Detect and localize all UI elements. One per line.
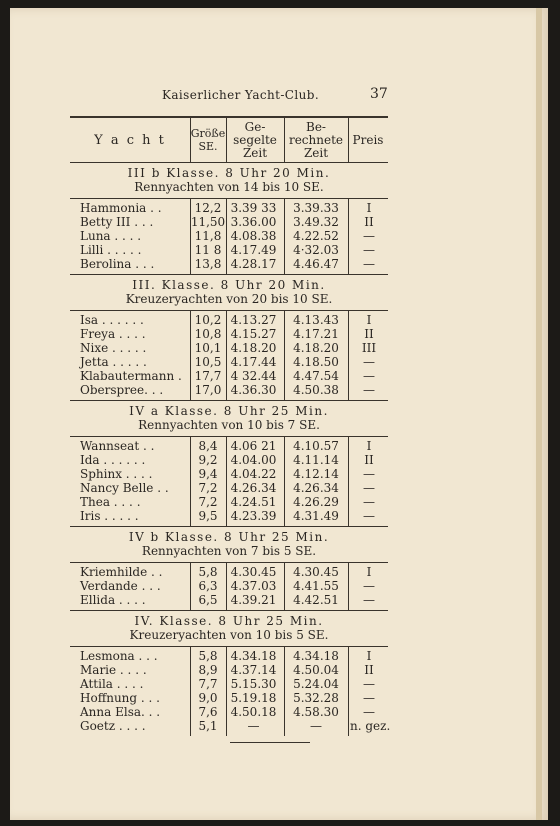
yacht-size: 9,0 bbox=[198, 691, 218, 705]
table-row bbox=[70, 215, 388, 229]
yacht-size: 5,8 bbox=[198, 565, 218, 579]
table-row bbox=[70, 481, 388, 495]
prize: III bbox=[361, 341, 377, 355]
yacht-name: Iris . . . . . bbox=[80, 509, 139, 523]
section-rows bbox=[70, 311, 388, 400]
yacht-name: Oberspree. . . bbox=[80, 383, 164, 397]
sailed-time: 4.17.49 bbox=[230, 243, 277, 257]
sailed-time: 4.37.03 bbox=[230, 579, 277, 593]
prize: n. gez. bbox=[350, 719, 391, 733]
page-number: 37 bbox=[370, 86, 388, 102]
yacht-size: 8,4 bbox=[198, 439, 218, 453]
yacht-name: Kriemhilde . . bbox=[80, 565, 163, 579]
prize: I bbox=[366, 313, 372, 327]
table-row bbox=[70, 649, 388, 663]
prize: I bbox=[366, 201, 372, 215]
sailed-time: — bbox=[247, 719, 260, 733]
prize: — bbox=[363, 257, 375, 271]
section-title bbox=[70, 611, 388, 646]
computed-time: 4.34.18 bbox=[293, 649, 339, 663]
table-row bbox=[70, 383, 388, 397]
sailed-time: 4.39.21 bbox=[230, 593, 277, 607]
computed-time: 4.31.49 bbox=[293, 509, 339, 523]
table-row bbox=[70, 201, 388, 215]
prize: — bbox=[363, 705, 375, 719]
table-row bbox=[70, 565, 388, 579]
sailed-time: 4.13.27 bbox=[230, 313, 277, 327]
running-header bbox=[10, 88, 548, 108]
yacht-size: 9,5 bbox=[198, 509, 218, 523]
column-header-computed-time: Be- rechnete Zeit bbox=[288, 119, 344, 160]
column-header-row bbox=[70, 118, 388, 162]
prize: — bbox=[363, 229, 375, 243]
computed-time: 5.24.04 bbox=[293, 677, 339, 691]
section-title bbox=[70, 275, 388, 310]
section-title-range: Rennyachten von 10 bis 7 SE. bbox=[138, 418, 320, 432]
computed-time: 4.11.14 bbox=[293, 453, 339, 467]
yacht-size: 6,3 bbox=[198, 579, 218, 593]
sailed-time: 4 32.44 bbox=[230, 369, 277, 383]
yacht-name: Ida . . . . . . bbox=[80, 453, 146, 467]
yacht-name: Verdande . . . bbox=[80, 579, 161, 593]
prize: — bbox=[363, 369, 375, 383]
sailed-time: 4.24.51 bbox=[230, 495, 277, 509]
computed-time: 4.10.57 bbox=[293, 439, 339, 453]
yacht-size: 7,7 bbox=[198, 677, 218, 691]
table-row bbox=[70, 509, 388, 523]
computed-time: 5.32.28 bbox=[293, 691, 339, 705]
prize: — bbox=[363, 579, 375, 593]
prize: — bbox=[363, 593, 375, 607]
table-row bbox=[70, 355, 388, 369]
computed-time: 4.42.51 bbox=[293, 593, 339, 607]
sailed-time: 4.50.18 bbox=[230, 705, 277, 719]
table-row bbox=[70, 229, 388, 243]
table-row bbox=[70, 719, 391, 733]
sailed-time: 4.06 21 bbox=[230, 439, 277, 453]
yacht-size: 9,2 bbox=[198, 453, 218, 467]
yacht-size: 5,8 bbox=[198, 649, 218, 663]
yacht-size: 11 8 bbox=[194, 243, 222, 257]
sailed-time: 5.15.30 bbox=[230, 677, 277, 691]
sailed-time: 4.34.18 bbox=[230, 649, 277, 663]
yacht-size: 17,7 bbox=[194, 369, 222, 383]
table-row bbox=[70, 439, 388, 453]
yacht-size: 11,8 bbox=[194, 229, 222, 243]
yacht-size: 6,5 bbox=[198, 593, 218, 607]
table-bottom-rule bbox=[230, 742, 310, 743]
class-section bbox=[70, 610, 391, 736]
book-page bbox=[10, 8, 548, 820]
table-row bbox=[70, 495, 388, 509]
yacht-size: 12,2 bbox=[194, 201, 222, 215]
yacht-name: Hammonia . . bbox=[80, 201, 162, 215]
table-row bbox=[70, 663, 388, 677]
yacht-size: 7,6 bbox=[198, 705, 218, 719]
table-row bbox=[70, 369, 388, 383]
yacht-name: Wannseat . . bbox=[80, 439, 155, 453]
running-title: Kaiserlicher Yacht-Club. bbox=[162, 88, 320, 102]
section-title-range: Rennyachten von 14 bis 10 SE. bbox=[134, 180, 324, 194]
sailed-time: 5.19.18 bbox=[230, 691, 277, 705]
prize: I bbox=[366, 439, 372, 453]
section-rows bbox=[70, 563, 388, 610]
yacht-name: Betty III . . . bbox=[80, 215, 154, 229]
table-row bbox=[70, 257, 388, 271]
section-title-class: III b Klasse. 8 Uhr 20 Min. bbox=[127, 166, 331, 180]
table-row bbox=[70, 579, 388, 593]
prize: II bbox=[364, 453, 374, 467]
section-title-range: Rennyachten von 7 bis 5 SE. bbox=[141, 544, 317, 558]
table-row bbox=[70, 341, 388, 355]
prize: — bbox=[363, 481, 375, 495]
prize: — bbox=[363, 691, 375, 705]
computed-time: 4.18.20 bbox=[293, 341, 339, 355]
computed-time: 4.58.30 bbox=[293, 705, 339, 719]
yacht-name: Attila . . . . bbox=[80, 677, 144, 691]
class-section bbox=[70, 526, 388, 610]
prize: — bbox=[363, 243, 375, 257]
section-rows bbox=[70, 437, 388, 526]
computed-time: 3.39.33 bbox=[293, 201, 339, 215]
yacht-name: Luna . . . . bbox=[80, 229, 142, 243]
prize: II bbox=[364, 215, 374, 229]
class-section bbox=[70, 400, 388, 526]
computed-time: 4.22.52 bbox=[293, 229, 339, 243]
section-title-range: Kreuzeryachten von 20 bis 10 SE. bbox=[125, 292, 333, 306]
column-header-sailed-time: Ge- segelte Zeit bbox=[233, 119, 277, 160]
yacht-size: 7,2 bbox=[198, 495, 218, 509]
class-sections bbox=[70, 162, 391, 743]
table-row bbox=[70, 691, 388, 705]
prize: — bbox=[363, 355, 375, 369]
yacht-size: 10,2 bbox=[194, 313, 222, 327]
prize: II bbox=[364, 327, 374, 341]
class-section bbox=[70, 162, 388, 274]
computed-time: 4.26.34 bbox=[293, 481, 339, 495]
section-title bbox=[70, 401, 388, 436]
computed-time: — bbox=[310, 719, 322, 733]
section-title bbox=[70, 163, 388, 198]
section-title-range: Kreuzeryachten von 10 bis 5 SE. bbox=[129, 628, 329, 642]
results-table bbox=[70, 116, 391, 743]
sailed-time: 3.39 33 bbox=[230, 201, 277, 215]
yacht-name: Freya . . . . bbox=[80, 327, 146, 341]
yacht-size: 5,1 bbox=[198, 719, 218, 733]
computed-time: 4.47.54 bbox=[293, 369, 339, 383]
computed-time: 4.17.21 bbox=[293, 327, 339, 341]
yacht-name: Anna Elsa. . . bbox=[80, 705, 161, 719]
yacht-name: Sphinx . . . . bbox=[80, 467, 153, 481]
prize: — bbox=[363, 467, 375, 481]
column-header-yacht: Y a c h t bbox=[94, 132, 166, 148]
prize: — bbox=[363, 677, 375, 691]
yacht-name: Klabautermann . bbox=[80, 369, 182, 383]
sailed-time: 4.04.22 bbox=[230, 467, 277, 481]
yacht-size: 9,4 bbox=[198, 467, 218, 481]
section-title-class: III. Klasse. 8 Uhr 20 Min. bbox=[132, 278, 326, 292]
section-title-class: IV b Klasse. 8 Uhr 25 Min. bbox=[128, 530, 330, 544]
section-rows bbox=[70, 199, 388, 274]
sailed-time: 4.26.34 bbox=[230, 481, 277, 495]
yacht-size: 13,8 bbox=[194, 257, 222, 271]
computed-time: 4.26.29 bbox=[293, 495, 339, 509]
computed-time: 3.49.32 bbox=[293, 215, 339, 229]
yacht-name: Goetz . . . . bbox=[80, 719, 146, 733]
yacht-name: Thea . . . . bbox=[80, 495, 141, 509]
yacht-name: Lesmona . . . bbox=[80, 649, 158, 663]
yacht-size: 7,2 bbox=[198, 481, 218, 495]
computed-time: 4.18.50 bbox=[293, 355, 339, 369]
yacht-size: 10,5 bbox=[194, 355, 222, 369]
class-section bbox=[70, 274, 388, 400]
yacht-size: 11,50 bbox=[190, 215, 226, 229]
computed-time: 4.41.55 bbox=[293, 579, 339, 593]
sailed-time: 4.08.38 bbox=[230, 229, 277, 243]
sailed-time: 4.15.27 bbox=[230, 327, 277, 341]
computed-time: 4.30.45 bbox=[293, 565, 339, 579]
table-row bbox=[70, 243, 388, 257]
section-title-class: IV a Klasse. 8 Uhr 25 Min. bbox=[129, 404, 329, 418]
table-row bbox=[70, 453, 388, 467]
yacht-name: Nancy Belle . . bbox=[80, 481, 169, 495]
sailed-time: 4.04.00 bbox=[230, 453, 277, 467]
yacht-name: Isa . . . . . . bbox=[80, 313, 144, 327]
yacht-name: Ellida . . . . bbox=[80, 593, 146, 607]
sailed-time: 4.37.14 bbox=[230, 663, 277, 677]
yacht-size: 10,8 bbox=[194, 327, 222, 341]
page-edge bbox=[536, 8, 542, 820]
computed-time: 4.12.14 bbox=[293, 467, 339, 481]
yacht-name: Nixe . . . . . bbox=[80, 341, 147, 355]
computed-time: 4.46.47 bbox=[293, 257, 339, 271]
sailed-time: 4.18.20 bbox=[230, 341, 277, 355]
section-title bbox=[70, 527, 388, 562]
yacht-name: Lilli . . . . . bbox=[80, 243, 142, 257]
yacht-size: 17,0 bbox=[194, 383, 222, 397]
yacht-name: Jetta . . . . . bbox=[80, 355, 147, 369]
yacht-name: Marie . . . . bbox=[80, 663, 147, 677]
sailed-time: 4.17.44 bbox=[230, 355, 277, 369]
sailed-time: 4.23.39 bbox=[230, 509, 277, 523]
computed-time: 4.50.38 bbox=[293, 383, 339, 397]
yacht-size: 8,9 bbox=[198, 663, 218, 677]
sailed-time: 3.36.00 bbox=[230, 215, 277, 229]
sailed-time: 4.30.45 bbox=[230, 565, 277, 579]
column-header-size: Größe SE. bbox=[190, 127, 226, 153]
table-row bbox=[70, 677, 388, 691]
prize: — bbox=[363, 495, 375, 509]
yacht-name: Hoffnung . . . bbox=[80, 691, 160, 705]
table-row bbox=[70, 593, 388, 607]
table-row bbox=[70, 313, 388, 327]
section-title-class: IV. Klasse. 8 Uhr 25 Min. bbox=[134, 614, 324, 628]
prize: — bbox=[363, 509, 375, 523]
table-row bbox=[70, 467, 388, 481]
table-row bbox=[70, 327, 388, 341]
yacht-name: Berolina . . . bbox=[80, 257, 155, 271]
sailed-time: 4.36.30 bbox=[230, 383, 277, 397]
computed-time: 4.50.04 bbox=[293, 663, 339, 677]
section-rows bbox=[70, 647, 391, 736]
table-row bbox=[70, 705, 388, 719]
prize: II bbox=[364, 663, 374, 677]
yacht-size: 10,1 bbox=[194, 341, 222, 355]
prize: — bbox=[363, 383, 375, 397]
prize: I bbox=[366, 649, 372, 663]
computed-time: 4.13.43 bbox=[293, 313, 339, 327]
computed-time: 4·32.03 bbox=[293, 243, 339, 257]
sailed-time: 4.28.17 bbox=[230, 257, 277, 271]
prize: I bbox=[366, 565, 372, 579]
column-header-prize: Preis bbox=[352, 132, 384, 147]
